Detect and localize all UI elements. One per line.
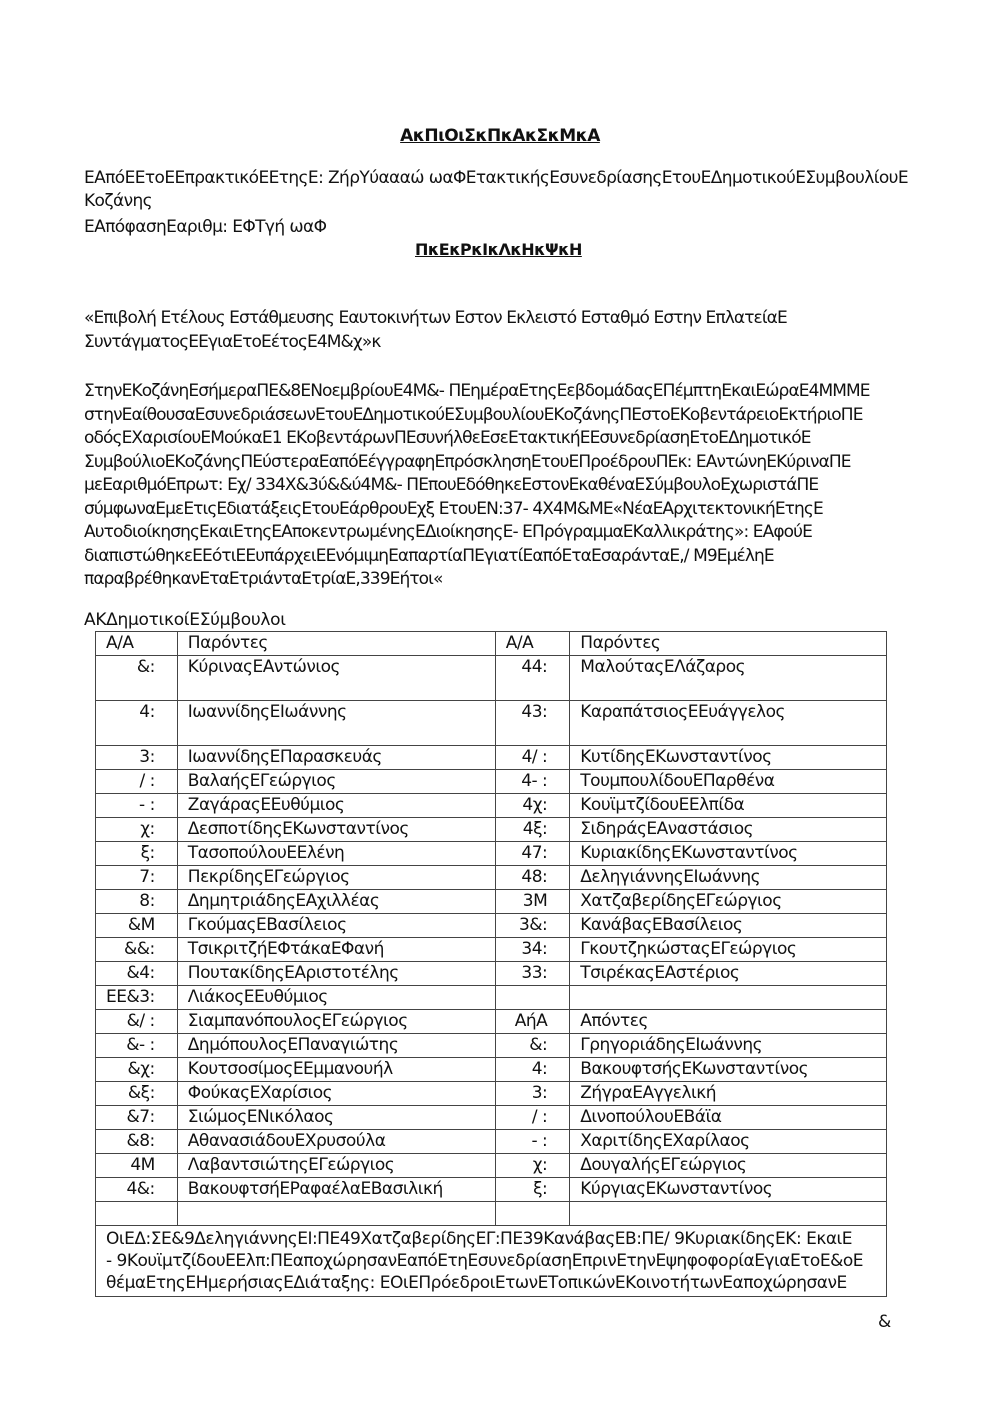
member-number: 47: xyxy=(495,842,570,866)
body-line: σύμφωναΕμεΕτιςΕδιατάξειςΕτουΕάρθρουΕχξ ΕτουΕΝ:37- 4Χ4Μ&ΜΕ«ΝέαΕΑρχιτεκτονικήΕτηςΕ xyxy=(84,498,823,519)
table-header-row xyxy=(96,632,887,656)
body-line: διαπιστώθηκεΕΕότιΕΕυπάρχειΕΕνόμιμηΕαπαρτίαΠΕγιατίΕαπόΕταΕσαράνταΕ,/ Μ9ΕμέληΕ xyxy=(84,545,774,566)
member-number: 3: xyxy=(96,746,178,770)
member-name: ΑθανασιάδουΕΧρυσούλα xyxy=(177,1130,495,1154)
member-number: 4: xyxy=(96,701,178,746)
member-name: ΛαβαντσιώτηςΕΓεώργιος xyxy=(177,1154,495,1178)
table-row xyxy=(96,1034,887,1058)
table-row xyxy=(96,746,887,770)
body-line: ΣυμβούλιοΕΚοζάνηςΠΕύστεραΕαπόΕέγγραφηΕπρόσκλησηΕτουΕΠροέδρουΠΕκ: ΕΑντώνηΕΚύριναΠΕ xyxy=(84,451,851,472)
member-number: 3&: xyxy=(495,914,570,938)
member-number: &7: xyxy=(96,1106,178,1130)
member-number: ΕΕ&3: xyxy=(96,986,178,1010)
member-name: ΚυτίδηςΕΚωνσταντίνος xyxy=(570,746,887,770)
member-name: ΓρηγοριάδηςΕΙωάννης xyxy=(570,1034,887,1058)
document-title xyxy=(0,126,1000,146)
note-line: θέμαΕτηςΕΗμερήσιαςΕΔιάταξης: ΕΟιΕΠρόεδροιΕτωνΕΤοπικώνΕΚοινοτήτωνΕαποχώρησανΕ xyxy=(106,1273,847,1293)
member-name: ΒαλαήςΕΓεώργιος xyxy=(177,770,495,794)
member-name xyxy=(570,1202,887,1226)
member-number: ΑήΑ xyxy=(495,1010,570,1034)
member-number: 7: xyxy=(96,866,178,890)
member-number: &χ: xyxy=(96,1058,178,1082)
member-number xyxy=(96,1202,178,1226)
member-number: 4: xyxy=(495,1058,570,1082)
member-number: &- : xyxy=(96,1034,178,1058)
table-row xyxy=(96,701,887,746)
excerpt-heading xyxy=(84,167,908,213)
member-number: &: xyxy=(96,656,178,701)
member-name: ΠουτακίδηςΕΑριστοτέλης xyxy=(177,962,495,986)
member-number: 4ξ: xyxy=(495,818,570,842)
subject-line: «Επιβολή Ετέλους Εστάθμευσης Εαυτοκινήτων Εστον Εκλειστό Εσταθμό Εστην ΕπλατείαΕ xyxy=(84,308,787,328)
member-name: ΚανάβαςΕΒασίλειος xyxy=(570,914,887,938)
member-name: Απόντες xyxy=(570,1010,887,1034)
member-number: &8: xyxy=(96,1130,178,1154)
body-line: ΣτηνΕΚοζάνηΕσήμεραΠΕ&8ΕΝοεμβρίουΕ4Μ&- ΠΕημέραΕτηςΕεβδομάδαςΕΠέμπτηΕκαιΕώραΕ4ΜΜΜΕ xyxy=(84,381,870,401)
member-number: 3: xyxy=(495,1082,570,1106)
table-row xyxy=(96,794,887,818)
table-row xyxy=(96,938,887,962)
table-row xyxy=(96,962,887,986)
member-number: 33: xyxy=(495,962,570,986)
member-number xyxy=(495,1202,570,1226)
member-name: ΚαραπάτσιοςΕΕυάγγελος xyxy=(570,701,887,746)
member-number: &ξ: xyxy=(96,1082,178,1106)
table-row xyxy=(96,1010,887,1034)
member-number: ξ: xyxy=(495,1178,570,1202)
member-name: ΣιδηράςΕΑναστάσιος xyxy=(570,818,887,842)
member-name: ΣιαμπανόπουλοςΕΓεώργιος xyxy=(177,1010,495,1034)
table-row xyxy=(96,1202,887,1226)
member-name: ΤασοπούλουΕΕλένη xyxy=(177,842,495,866)
member-number: 3Μ xyxy=(495,890,570,914)
member-number: 4/ : xyxy=(495,746,570,770)
member-number: &/ : xyxy=(96,1010,178,1034)
body-line: ΑυτοδιοίκησηςΕκαιΕτηςΕΑποκεντρωμένηςΕΔιοίκησηςΕ- ΕΠρόγραμμαΕΚαλλικράτης»: ΕΑφούΕ xyxy=(84,522,812,542)
member-name: ΚουτσοσίμοςΕΕμμανουήλ xyxy=(177,1058,495,1082)
table-row xyxy=(96,842,887,866)
member-name: ΤσιρέκαςΕΑστέριος xyxy=(570,962,887,986)
member-number: - : xyxy=(495,1130,570,1154)
members-label: ΑΚΔημοτικοίΕΣύμβουλοι xyxy=(84,610,286,630)
member-number: 4Μ xyxy=(96,1154,178,1178)
table-row xyxy=(96,986,887,1010)
member-number: / : xyxy=(495,1106,570,1130)
col-header-present-right: Παρόντες xyxy=(570,632,887,656)
body-line: οδόςΕΧαρισίουΕΜούκαΕ1 ΕΚοβεντάρωνΠΕσυνήλθεΕσεΕτακτικήΕΕσυνεδρίασηΕτοΕΔημοτικόΕ xyxy=(84,428,811,448)
body-line: παραβρέθηκανΕταΕτριάνταΕτρίαΕ,339Εήτοι« xyxy=(84,569,443,589)
member-number: 4&: xyxy=(96,1178,178,1202)
body-line: στηνΕαίθουσαΕσυνεδριάσεωνΕτουΕΔημοτικούΕΣυμβουλίουΕΚοζάνηςΠΕστοΕΚοβεντάρειοΕκτήριοΠΕ xyxy=(84,404,863,425)
table-row xyxy=(96,866,887,890)
member-name xyxy=(570,986,887,1010)
col-header-present-left: Παρόντες xyxy=(177,632,495,656)
member-number: &&: xyxy=(96,938,178,962)
decision-subject xyxy=(84,307,906,354)
member-name: ΠεκρίδηςΕΓεώργιος xyxy=(177,866,495,890)
table-row xyxy=(96,1178,887,1202)
table-row xyxy=(96,914,887,938)
title-text: ΑκΠιΟιΣκΠκΑκΣκΜκΑ xyxy=(400,126,600,146)
member-name xyxy=(177,1202,495,1226)
member-name: ΙωαννίδηςΕΠαρασκευάς xyxy=(177,746,495,770)
member-name: ΧατζαβερίδηςΕΓεώργιος xyxy=(570,890,887,914)
note-line: ΟιΕΔ:ΣΕ&9ΔεληγιάννηςΕΙ:ΠΕ49ΧατζαβερίδηςΕΓ:ΠΕ39ΚανάβαςΕΒ:ΠΕ/ 9ΚυριακίδηςΕΚ: ΕκαιΕ xyxy=(106,1229,853,1249)
body-line: μεΕαριθμόΕπρωτ: Εχ/ 334Χ&3ύ&&ύ4Μ&- ΠΕπουΕδόθηκεΕστονΕκαθέναΕΣύμβουλοΕχωριστάΠΕ xyxy=(84,475,819,495)
table-row xyxy=(96,656,887,701)
member-name: ΦούκαςΕΧαρίσιος xyxy=(177,1082,495,1106)
table-row xyxy=(96,1130,887,1154)
excerpt-line-1: ΕΑπόΕΕτοΕΕπρακτικόΕΕτηςΕ: ΖήρΥύαααώ ωαΦΕτακτικήςΕσυνεδρίασηςΕτουΕΔημοτικούΕΣυμβουλίουΕ xyxy=(84,168,909,188)
member-name: ΒακουφτσήςΕΚωνσταντίνος xyxy=(570,1058,887,1082)
member-number: 48: xyxy=(495,866,570,890)
page-number: & xyxy=(878,1312,892,1332)
member-number: χ: xyxy=(495,1154,570,1178)
member-name: ΚουϊμτζίδουΕΕλπίδα xyxy=(570,794,887,818)
member-number: / : xyxy=(96,770,178,794)
member-name: ΖήγραΕΑγγελική xyxy=(570,1082,887,1106)
member-number: 44: xyxy=(495,656,570,701)
member-number: χ: xyxy=(96,818,178,842)
member-number xyxy=(495,986,570,1010)
table-row xyxy=(96,1058,887,1082)
member-name: ΜαλούταςΕΛάζαρος xyxy=(570,656,887,701)
minutes-body xyxy=(84,380,906,592)
table-row xyxy=(96,1106,887,1130)
member-name: ΖαγάραςΕΕυθύμιος xyxy=(177,794,495,818)
table-note-row xyxy=(96,1226,887,1297)
member-name: ΔινοπούλουΕΒάϊα xyxy=(570,1106,887,1130)
member-number: &: xyxy=(495,1034,570,1058)
table-row xyxy=(96,1082,887,1106)
member-name: ΔεληγιάννηςΕΙωάννης xyxy=(570,866,887,890)
member-name: ΔημητριάδηςΕΑχιλλέας xyxy=(177,890,495,914)
decision-number: ΕΑπόφασηΕαριθμ: ΕΦΤγή ωαΦ xyxy=(84,217,327,237)
excerpt-line-2: Κοζάνης xyxy=(84,191,153,211)
member-name: ΔημόπουλοςΕΠαναγιώτης xyxy=(177,1034,495,1058)
col-header-num-left: Α/Α xyxy=(96,632,178,656)
member-name: ΙωαννίδηςΕΙωάννης xyxy=(177,701,495,746)
subject-line: ΣυντάγματοςΕΕγιαΕτοΕέτοςΕ4Μ&χ»κ xyxy=(84,331,381,352)
col-header-num-right: Α/Α xyxy=(495,632,570,656)
member-name: ΤσικριτζήΕΦτάκαΕΦανή xyxy=(177,938,495,962)
member-number: &4: xyxy=(96,962,178,986)
table-row xyxy=(96,770,887,794)
member-name: ΣιώμοςΕΝικόλαος xyxy=(177,1106,495,1130)
table-body xyxy=(96,656,887,1226)
attendance-table xyxy=(95,631,887,1297)
note-line: - 9ΚουϊμτζίδουΕΕλπ:ΠΕαποχώρησανΕαπόΕτηΕσυνεδρίασηΕπρινΕτηνΕψηφοφορίαΕγιαΕτοΕ&οΕ xyxy=(106,1251,863,1271)
departure-note xyxy=(96,1226,887,1297)
member-number: 34: xyxy=(495,938,570,962)
member-number: 4χ: xyxy=(495,794,570,818)
member-name: ΛιάκοςΕΕυθύμιος xyxy=(177,986,495,1010)
member-name: ΤουμπουλίδουΕΠαρθένα xyxy=(570,770,887,794)
member-number: 4- : xyxy=(495,770,570,794)
decision-subtitle: ΠκΕκΡκΙκΛκΗκΨκΗ xyxy=(415,240,582,259)
member-name: ΚύριναςΕΑντώνιος xyxy=(177,656,495,701)
table-row xyxy=(96,818,887,842)
member-name: ΓκούμαςΕΒασίλειος xyxy=(177,914,495,938)
member-name: ΧαριτίδηςΕΧαρίλαος xyxy=(570,1130,887,1154)
member-name: ΔουγαλήςΕΓεώργιος xyxy=(570,1154,887,1178)
member-number: &Μ xyxy=(96,914,178,938)
member-number: 43: xyxy=(495,701,570,746)
member-name: ΚυριακίδηςΕΚωνσταντίνος xyxy=(570,842,887,866)
member-name: ΔεσποτίδηςΕΚωνσταντίνος xyxy=(177,818,495,842)
member-name: ΓκουτζηκώσταςΕΓεώργιος xyxy=(570,938,887,962)
member-name: ΒακουφτσήΕΡαφαέλαΕΒασιλική xyxy=(177,1178,495,1202)
member-number: 8: xyxy=(96,890,178,914)
member-number: ξ: xyxy=(96,842,178,866)
member-number: - : xyxy=(96,794,178,818)
member-name: ΚύργιαςΕΚωνσταντίνος xyxy=(570,1178,887,1202)
table-row xyxy=(96,1154,887,1178)
table-row xyxy=(96,890,887,914)
